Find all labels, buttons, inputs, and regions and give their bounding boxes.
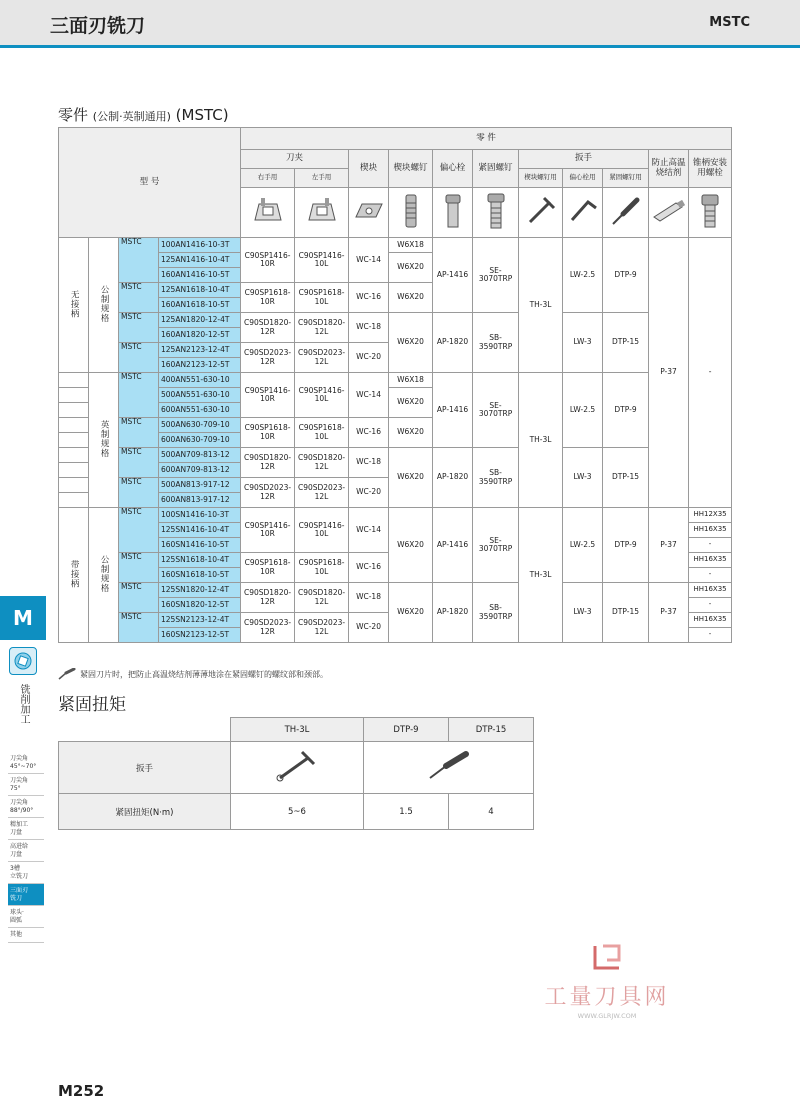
wedge-screw-icon: [389, 188, 433, 238]
sidebar-item-3-flute[interactable]: 3槽 立铣刀: [8, 862, 44, 884]
category-no-shank-continued: [59, 403, 89, 418]
series-label: MSTC: [119, 283, 159, 313]
clamp-left-cell: C90SD1820-12L: [295, 448, 349, 478]
parts-table: [58, 127, 732, 643]
series-label: MSTC: [119, 448, 159, 478]
model-cell: 160AN1618-10-5T: [159, 298, 241, 313]
watermark-text: 工量刀具网: [544, 985, 670, 1010]
clamp-right-cell: C90SD1820-12R: [241, 583, 295, 613]
series-label: MSTC: [119, 373, 159, 418]
category-no-shank-continued: [59, 493, 89, 508]
clamp-right-cell: C90SD2023-12R: [241, 478, 295, 508]
screwdriver-note-icon: [58, 668, 76, 680]
clamp-left-cell: C90SD2023-12L: [295, 478, 349, 508]
clamp-screw-cell: SB- 3590TRP: [473, 448, 519, 508]
eccentric-cell: AP-1820: [433, 583, 473, 643]
parts-header: 零 件: [241, 128, 732, 150]
taper-bolt-cell: -: [689, 598, 732, 613]
wrench-clamp-header: 紧固螺钉用: [603, 169, 649, 188]
wedge-icon: [349, 188, 389, 238]
clamp-left-cell: C90SD1820-12L: [295, 583, 349, 613]
sidebar-nav: [8, 752, 44, 943]
wedge-screw-cell: W6X20: [389, 448, 433, 508]
torque-col-th3l: TH-3L: [231, 718, 364, 742]
eccentric-header: 偏心栓: [433, 150, 473, 188]
torque-row-wrench-label: 扳手: [59, 742, 231, 794]
eccentric-cell: AP-1820: [433, 313, 473, 373]
model-cell: 600AN709-813-12: [159, 463, 241, 478]
model-cell: 160AN2123-12-5T: [159, 358, 241, 373]
wedge-screw-cell: W6X20: [389, 583, 433, 643]
page-number: M252: [58, 1082, 105, 1100]
hex-key-icon: [563, 188, 603, 238]
taper-bolt-cell: HH16X35: [689, 523, 732, 538]
clamp-screw-cell: SE-3070TRP: [473, 508, 519, 583]
left-clamp-icon: [295, 188, 349, 238]
clamp-right-cell: C90SP1618-10R: [241, 553, 295, 583]
section-tab-m[interactable]: M: [0, 596, 46, 640]
wrench-clamp-cell: DTP-15: [603, 583, 649, 643]
model-cell: 125AN2123-12-4T: [159, 343, 241, 358]
product-code: MSTC: [709, 15, 750, 30]
taper-bolt-cell: -: [689, 628, 732, 643]
model-cell: 125SN1618-10-4T: [159, 553, 241, 568]
taper-bolt-header: 锥柄安装用螺栓: [689, 150, 732, 188]
model-cell: 500AN630-709-10: [159, 418, 241, 433]
page-title: 三面刃铣刀: [50, 15, 146, 37]
wedge-cell: WC-14: [349, 238, 389, 283]
anti-seize-cell: P-37: [649, 238, 689, 508]
subcategory-inch: 英制规格: [89, 373, 119, 508]
model-cell: 125SN1820-12-4T: [159, 583, 241, 598]
series-label: MSTC: [119, 613, 159, 643]
t-wrench-icon: [519, 188, 563, 238]
taper-bolt-cell: HH16X35: [689, 613, 732, 628]
wrench-clamp-cell: DTP-15: [603, 448, 649, 508]
clamp-screw-icon: [473, 188, 519, 238]
clamp-screw-cell: SB-3590TRP: [473, 313, 519, 373]
wedge-screw-cell: W6X20: [389, 313, 433, 373]
clamp-right-cell: C90SP1416-10R: [241, 508, 295, 553]
wrench-ecc-header: 偏心栓用: [563, 169, 603, 188]
model-cell: 125SN1416-10-4T: [159, 523, 241, 538]
clamp-right-cell: C90SD2023-12R: [241, 613, 295, 643]
sidebar-item-88-90[interactable]: 刀尖角 88°/90°: [8, 796, 44, 818]
clamp-screw-cell: SB-3590TRP: [473, 583, 519, 643]
taper-bolt-cell: -: [689, 538, 732, 553]
clamp-right-cell: C90SD1820-12R: [241, 313, 295, 343]
clamp-screw-header: 紧固螺钉: [473, 150, 519, 188]
wedge-screw-cell: W6X18: [389, 373, 433, 388]
watermark-logo: [587, 942, 627, 972]
series-label: MSTC: [119, 313, 159, 343]
wedge-cell: WC-20: [349, 343, 389, 373]
screwdriver-icon: [364, 742, 534, 794]
clamp-left-cell: C90SP1618-10L: [295, 553, 349, 583]
clamp-left-cell: C90SD2023-12L: [295, 343, 349, 373]
clamp-right-cell: C90SP1618-10R: [241, 418, 295, 448]
wedge-cell: WC-16: [349, 418, 389, 448]
sidebar-item-other[interactable]: 其他: [8, 928, 44, 943]
wedge-screw-cell: W6X18: [389, 238, 433, 253]
taper-bolt-icon: [689, 188, 732, 238]
sidebar-item-finishing[interactable]: 精加工 刀盘: [8, 818, 44, 840]
anti-seize-tube-icon: [649, 188, 689, 238]
model-header: 型 号: [59, 128, 241, 238]
wrench-ecc-cell: LW-3: [563, 313, 603, 373]
wedge-screw-cell: W6X20: [389, 253, 433, 283]
model-cell: 600AN630-709-10: [159, 433, 241, 448]
clamp-right-cell: C90SD1820-12R: [241, 448, 295, 478]
model-cell: 100SN1416-10-3T: [159, 508, 241, 523]
eccentric-cell: AP-1416: [433, 373, 473, 448]
anti-seize-cell: P-37: [649, 583, 689, 643]
series-label: MSTC: [119, 553, 159, 583]
wrench-clamp-cell: DTP-9: [603, 508, 649, 583]
wrench-wedge-header: 楔块螺钉用: [519, 169, 563, 188]
model-cell: 500AN709-813-12: [159, 448, 241, 463]
torque-section-title: 紧固扭矩: [58, 695, 126, 715]
model-cell: 160SN2123-12-5T: [159, 628, 241, 643]
anti-seize-header: 防止高温烧结剂: [649, 150, 689, 188]
category-no-shank: 无接柄: [59, 238, 89, 373]
t-wrench-icon: [231, 742, 364, 794]
eccentric-cell: AP-1416: [433, 238, 473, 313]
clamp-right-cell: C90SP1416-10R: [241, 373, 295, 418]
anti-seize-cell: P-37: [649, 508, 689, 583]
wrench-ecc-cell: LW-3: [563, 583, 603, 643]
taper-bolt-cell: HH12X35: [689, 508, 732, 523]
torque-table: [58, 717, 534, 830]
wrench-ecc-cell: LW-2.5: [563, 508, 603, 583]
wrench-clamp-cell: DTP-15: [603, 313, 649, 373]
category-no-shank-continued: [59, 418, 89, 433]
sidebar-item-ball-nose[interactable]: 球头· 圆弧: [8, 906, 44, 928]
model-cell: 125SN2123-12-4T: [159, 613, 241, 628]
series-label: MSTC: [119, 238, 159, 283]
category-no-shank-continued: [59, 373, 89, 388]
wrench-ecc-cell: LW-3: [563, 448, 603, 508]
eccentric-pin-icon: [433, 188, 473, 238]
torque-value-dtp9: 1.5: [364, 794, 449, 830]
sidebar-category-label: 铣削加工: [18, 684, 29, 724]
model-cell: 500AN813-917-12: [159, 478, 241, 493]
eccentric-cell: AP-1820: [433, 448, 473, 508]
model-cell: 400AN551-630-10: [159, 373, 241, 388]
wedge-cell: WC-20: [349, 613, 389, 643]
clamp-left-cell: C90SP1416-10L: [295, 508, 349, 553]
wedge-screw-header: 楔块螺钉: [389, 150, 433, 188]
category-no-shank-continued: [59, 433, 89, 448]
watermark-url: WWW.GLRJW.COM: [577, 1012, 637, 1020]
right-hand-header: 右手用: [241, 169, 295, 188]
model-cell: 600AN551-630-10: [159, 403, 241, 418]
subcategory-metric: 公制规格: [89, 508, 119, 643]
wedge-cell: WC-14: [349, 373, 389, 418]
usage-note-text: 紧固刀片时，把防止高温烧结剂薄薄地涂在紧固螺钉的螺纹部和颈部。: [80, 669, 328, 679]
category-shank: 带接柄: [59, 508, 89, 643]
taper-bolt-cell: -: [689, 568, 732, 583]
wedge-cell: WC-18: [349, 583, 389, 613]
wrench-clamp-cell: DTP-9: [603, 373, 649, 448]
eccentric-cell: AP-1416: [433, 508, 473, 583]
usage-note: [58, 668, 328, 680]
clamp-screw-cell: SE- 3070TRP: [473, 373, 519, 448]
wrench-header: 扳手: [519, 150, 649, 169]
clamp-left-cell: C90SP1618-10L: [295, 418, 349, 448]
wedge-cell: WC-20: [349, 478, 389, 508]
torque-col-dtp9: DTP-9: [364, 718, 449, 742]
right-clamp-icon: [241, 188, 295, 238]
wrench-wedge-cell: TH-3L: [519, 238, 563, 373]
wedge-screw-cell: W6X20: [389, 418, 433, 448]
model-cell: 160AN1416-10-5T: [159, 268, 241, 283]
model-cell: 500AN551-630-10: [159, 388, 241, 403]
model-cell: 160AN1820-12-5T: [159, 328, 241, 343]
wedge-cell: WC-18: [349, 448, 389, 478]
category-no-shank-continued: [59, 388, 89, 403]
wedge-screw-cell: W6X20: [389, 283, 433, 313]
torque-row-value-label: 紧固扭矩(N·m): [59, 794, 231, 830]
category-no-shank-continued: [59, 463, 89, 478]
sidebar-item-high-feed[interactable]: 高进给 刀盘: [8, 840, 44, 862]
watermark: [537, 942, 677, 1020]
wedge-header: 楔块: [349, 150, 389, 188]
wedge-cell: WC-16: [349, 283, 389, 313]
clamp-header: 刀夹: [241, 150, 349, 169]
clamp-right-cell: C90SD2023-12R: [241, 343, 295, 373]
category-no-shank-continued: [59, 478, 89, 493]
wrench-wedge-cell: TH-3L: [519, 508, 563, 643]
wrench-ecc-cell: LW-2.5: [563, 238, 603, 313]
clamp-left-cell: C90SD2023-12L: [295, 613, 349, 643]
model-cell: 125AN1820-12-4T: [159, 313, 241, 328]
taper-bolt-cell: HH16X35: [689, 583, 732, 598]
sidebar-item-side-milling[interactable]: 三面刃 铣刀: [8, 884, 44, 906]
taper-bolt-cell: -: [689, 238, 732, 508]
model-cell: 125AN1416-10-4T: [159, 253, 241, 268]
wedge-screw-cell: W6X20: [389, 388, 433, 418]
series-label: MSTC: [119, 343, 159, 373]
top-bar: [0, 0, 800, 48]
clamp-left-cell: C90SP1416-10L: [295, 238, 349, 283]
model-cell: 600AN813-917-12: [159, 493, 241, 508]
series-label: MSTC: [119, 418, 159, 448]
wedge-cell: WC-18: [349, 313, 389, 343]
milling-cutter-icon: [9, 647, 37, 675]
parts-section-title: 零件 (公制·英制通用) (MSTC): [58, 106, 229, 124]
wrench-clamp-cell: DTP-9: [603, 238, 649, 313]
series-label: MSTC: [119, 478, 159, 508]
wedge-cell: WC-14: [349, 508, 389, 553]
series-label: MSTC: [119, 508, 159, 553]
model-cell: 160SN1416-10-5T: [159, 538, 241, 553]
left-hand-header: 左手用: [295, 169, 349, 188]
torque-value-dtp15: 4: [449, 794, 534, 830]
clamp-left-cell: C90SD1820-12L: [295, 313, 349, 343]
clamp-left-cell: C90SP1416-10L: [295, 373, 349, 418]
model-cell: 160SN1820-12-5T: [159, 598, 241, 613]
model-cell: 160SN1618-10-5T: [159, 568, 241, 583]
sidebar-item-45-70[interactable]: 刀尖角 45°~70°: [8, 752, 44, 774]
model-cell: 125AN1618-10-4T: [159, 283, 241, 298]
clamp-right-cell: C90SP1416-10R: [241, 238, 295, 283]
wrench-ecc-cell: LW-2.5: [563, 373, 603, 448]
category-no-shank-continued: [59, 448, 89, 463]
torque-col-dtp15: DTP-15: [449, 718, 534, 742]
clamp-left-cell: C90SP1618-10L: [295, 283, 349, 313]
wedge-cell: WC-16: [349, 553, 389, 583]
sidebar-item-75[interactable]: 刀尖角 75°: [8, 774, 44, 796]
subcategory-metric: 公制规格: [89, 238, 119, 373]
taper-bolt-cell: HH16X35: [689, 553, 732, 568]
torque-value-th3l: 5~6: [231, 794, 364, 830]
clamp-right-cell: C90SP1618-10R: [241, 283, 295, 313]
wrench-wedge-cell: TH-3L: [519, 373, 563, 508]
clamp-screw-cell: SE-3070TRP: [473, 238, 519, 313]
series-label: MSTC: [119, 583, 159, 613]
torque-corner: [59, 718, 231, 742]
screwdriver-icon: [603, 188, 649, 238]
model-cell: 100AN1416-10-3T: [159, 238, 241, 253]
wedge-screw-cell: W6X20: [389, 508, 433, 583]
